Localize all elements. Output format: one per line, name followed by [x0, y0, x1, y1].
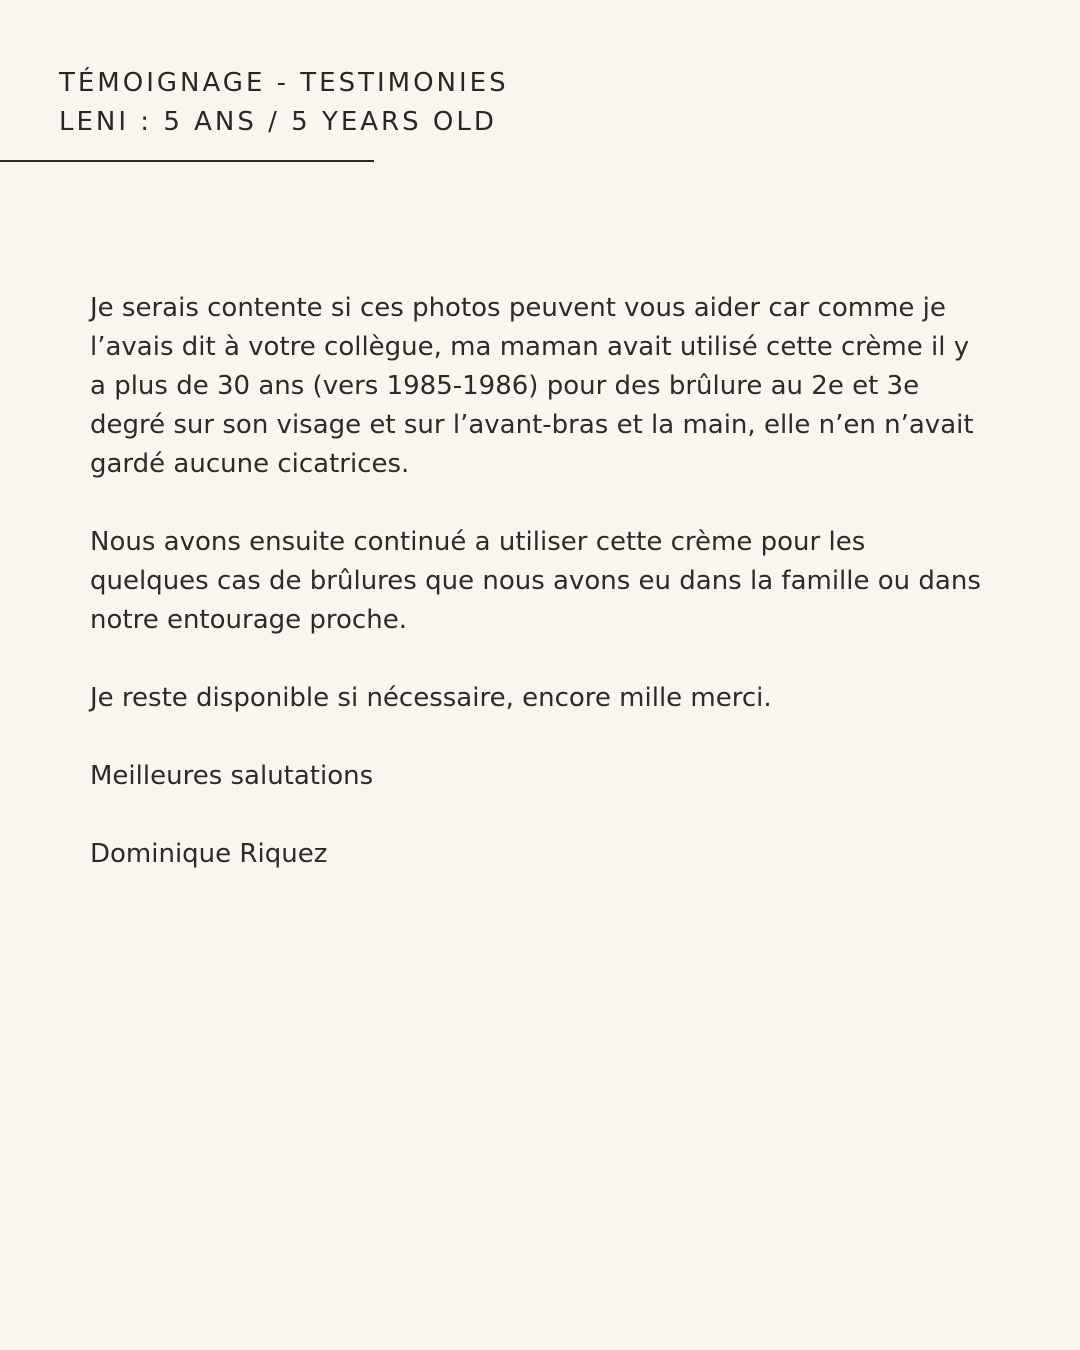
header-divider	[0, 160, 374, 162]
page-subtitle: LENI : 5 ANS / 5 YEARS OLD	[59, 107, 497, 137]
letter-signature: Dominique Riquez	[90, 839, 328, 869]
page-title: TÉMOIGNAGE - TESTIMONIES	[59, 68, 509, 98]
letter-paragraph: Nous avons ensuite continué a utiliser cette crème pour les quelques cas de brûlures que nous avons eu dans la famille ou dans notre entourage proche.	[90, 527, 981, 635]
letter-paragraph: Je reste disponible si nécessaire, encore mille merci.	[90, 683, 772, 713]
letter-closing: Meilleures salutations	[90, 761, 374, 791]
page-header	[59, 64, 509, 142]
testimony-letter	[90, 289, 990, 913]
letter-paragraph: Je serais contente si ces photos peuvent vous aider car comme je l’avais dit à votre collègue, ma maman avait utilisé cette crème il y a plus de 30 ans (vers 1985-1986) pour des brûlure au 2e et 3e degré sur son visage et sur l’avant-bras et la main, elle n’en n’avait gardé aucune cicatrices.	[90, 293, 974, 479]
